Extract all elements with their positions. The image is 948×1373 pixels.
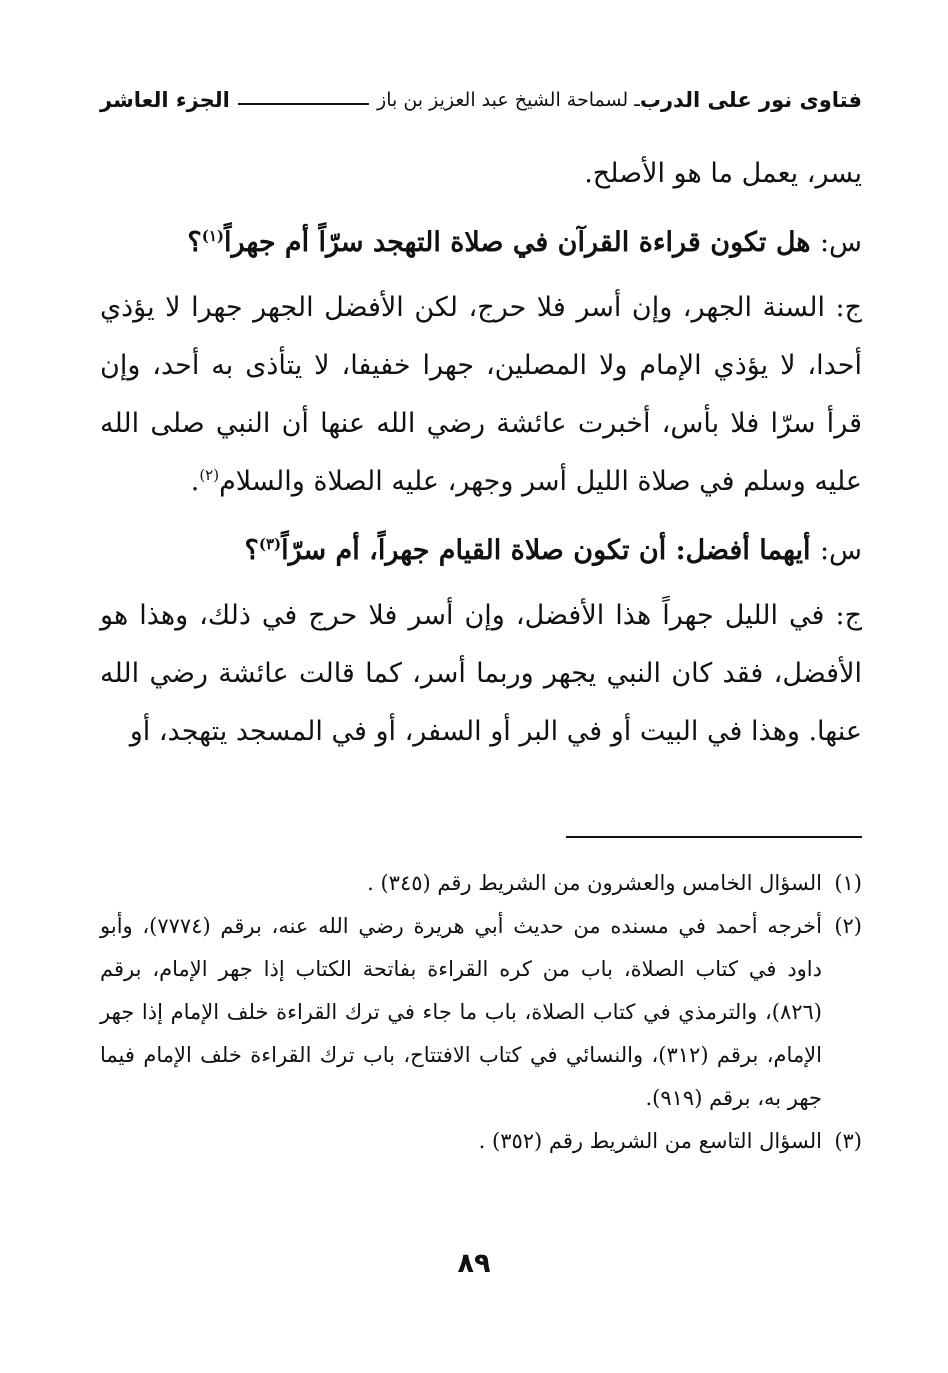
question-mark: ؟ (244, 535, 259, 566)
footnote-text: السؤال الخامس والعشرون من الشريط رقم (٣٤٥) . (367, 871, 822, 895)
answer-text: ج: في الليل جهراً هذا الأفضل، وإن أسر فلا حرج في ذلك، وهذا هو الأفضل، فقد كان النبي يجهر وربما أسر، كما قالت عائشة رضي الله عنها. وهذا في البيت أو في البر أو السفر، أو في المسجد يتهجد، أو (100, 600, 862, 747)
author-line: ـ لسماحة الشيخ عبد العزيز بن باز (377, 89, 640, 111)
footnote-separator (566, 836, 862, 838)
intro-line: يسر، يعمل ما هو الأصلح. (584, 158, 862, 189)
footnote-text: أخرجه أحمد في مسنده من حديث أبي هريرة رضي الله عنه، برقم (٧٧٧٤)، وأبو داود في كتاب الصلاة، باب من كره القراءة بفاتحة الكتاب إذا جهر الإمام، برقم (٨٢٦)، والترمذي في كتاب الصلاة، باب ما جاء في ترك القراءة خلف الإمام إذا جهر الإمام، برقم (٣١٢)، والنسائي في كتاب الافتتاح، باب ترك القراءة خلف الإمام فيما جهر به، برقم (٩١٩). (100, 914, 822, 1110)
question-prefix: س: (819, 227, 862, 258)
footnote-ref: (١) (201, 227, 224, 245)
footnote-2 (100, 905, 862, 1120)
answer-end: . (190, 466, 200, 497)
header-rule (238, 103, 369, 105)
footnote-1 (100, 862, 862, 905)
footnote-number: (٣) (834, 1129, 862, 1153)
book-title: فتاوى نور على الدرب (639, 88, 862, 112)
running-header (100, 80, 862, 120)
question-2 (100, 521, 862, 581)
main-text (100, 145, 862, 765)
volume-label: الجزء العاشر (100, 88, 230, 112)
footnote-number: (٢) (834, 914, 862, 938)
footnote-text: السؤال التاسع من الشريط رقم (٣٥٢) . (478, 1129, 822, 1153)
question-text: هل تكون قراءة القرآن في صلاة التهجد سرّاً أم جهراً (223, 227, 811, 258)
question-prefix: س: (819, 535, 862, 566)
page-number: ٨٩ (457, 1248, 491, 1279)
question-mark: ؟ (187, 227, 202, 258)
answer-text: ج: السنة الجهر، وإن أسر فلا حرج، لكن الأفضل الجهر جهرا لا يؤذي أحدا، لا يؤذي الإمام ولا المصلين، جهرا خفيفا، لا يتأذى به أحد، وإن قرأ سرّا فلا بأس، أخبرت عائشة رضي الله عنها أن النبي صلى الله عليه وسلم في صلاة الليل أسر وجهر، عليه الصلاة والسلام (100, 292, 862, 497)
footnote-ref: (٣) (258, 535, 282, 553)
footnote-ref: (٢) (199, 466, 220, 484)
footnote-number: (١) (834, 871, 862, 895)
footnotes (100, 862, 862, 1163)
footnote-3 (100, 1120, 862, 1163)
answer-2 (100, 587, 862, 761)
question-1 (100, 213, 862, 273)
question-text: أيهما أفضل: أن تكون صلاة القيام جهراً، أم سرّاً (281, 535, 811, 566)
answer-1 (100, 279, 862, 511)
